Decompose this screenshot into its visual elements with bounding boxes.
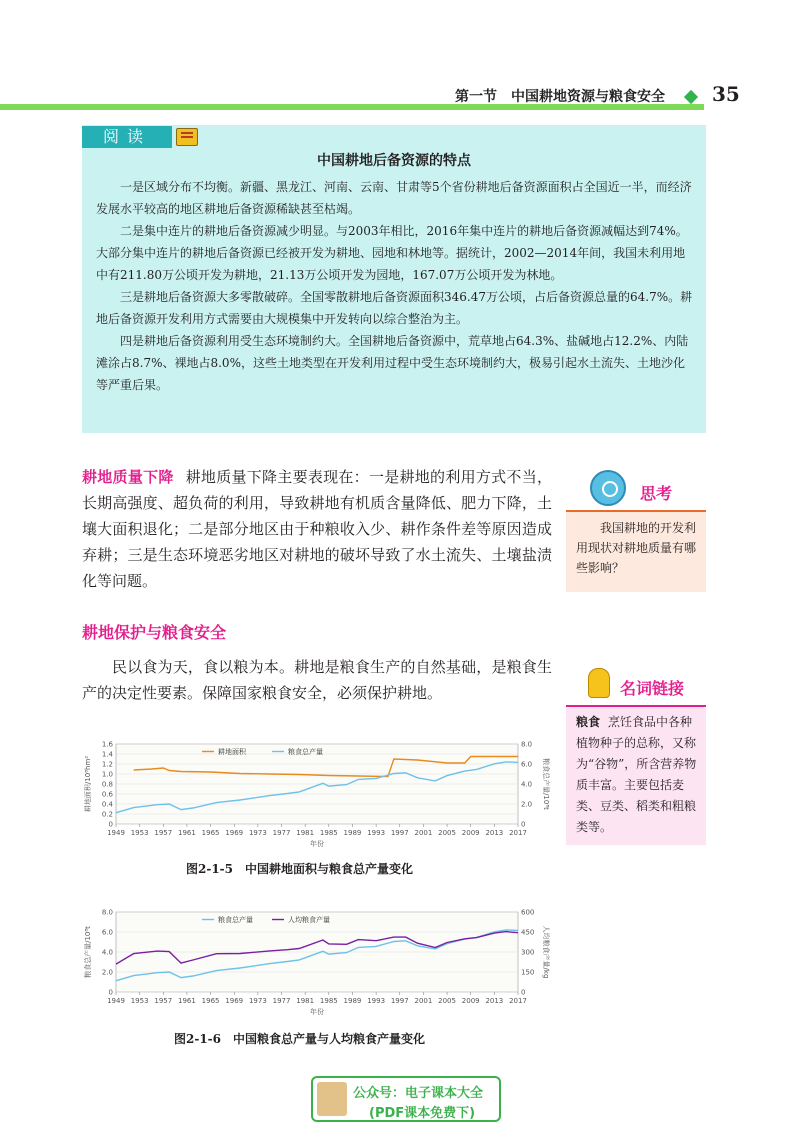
legend-label: 人均粮食产量 — [288, 916, 330, 924]
quality-text: 耕地质量下降主要表现在：一是耕地的利用方式不当，长期高强度、超负荷的利用，导致耕地有机质含量降低、肥力下降，土壤大面积退化；二是部分地区由于种粮收入少、耕作条件差等原因造成弃耕；三是生态环境恶劣地区对耕地的破坏导致了水土流失、土壤盐渍化等问题。 — [82, 468, 552, 590]
x-tick-label: 1993 — [367, 829, 386, 837]
y-tick-label-right: 150 — [521, 968, 535, 977]
noun-link-text — [576, 712, 700, 838]
x-tick-label: 1977 — [272, 997, 291, 1005]
y-tick-label-right: 2.0 — [521, 800, 533, 809]
x-tick-label: 1965 — [201, 829, 220, 837]
y-tick-label-left: 2.0 — [101, 968, 113, 977]
y-tick-label-left: 0 — [108, 820, 113, 829]
y-tick-label-left: 1.4 — [101, 750, 113, 759]
think-text: 我国耕地的开发利用现状对耕地质量有哪些影响？ — [576, 521, 697, 575]
y-tick-label-left: 1.2 — [101, 760, 113, 769]
y-tick-label-left: 6.0 — [101, 928, 113, 937]
x-tick-label: 1953 — [130, 997, 149, 1005]
y-tick-label-right: 6.0 — [521, 760, 533, 769]
watermark-line2: (PDF课本免费下) — [369, 1106, 476, 1121]
y-tick-label-left: 0.6 — [101, 790, 113, 799]
x-tick-label: 2009 — [461, 997, 480, 1005]
y-tick-label-left: 8.0 — [101, 908, 113, 917]
header-section-title: 第一节 中国耕地资源与粮食安全 — [455, 89, 665, 105]
x-tick-label: 1973 — [248, 997, 267, 1005]
x-tick-label: 1949 — [107, 997, 125, 1005]
y-tick-label-left: 1.6 — [101, 740, 113, 749]
y-tick-label-right: 0 — [521, 988, 526, 997]
y-tick-label-left: 0.8 — [101, 780, 113, 789]
x-tick-label: 1997 — [390, 829, 409, 837]
pointing-hand-icon — [588, 668, 610, 698]
reading-body — [96, 176, 696, 396]
x-tick-label: 1957 — [154, 829, 173, 837]
protection-paragraph: 民以食为天，食以粮为本。耕地是粮食生产的自然基础，是粮食生产的决定性要素。保障国家粮食安全，必须保护耕地。 — [82, 658, 552, 702]
y-tick-label-left: 0.2 — [101, 810, 113, 819]
x-tick-label: 2005 — [438, 829, 456, 837]
chart-grain-percapita — [82, 898, 552, 1018]
noun-term: 粮食 — [576, 715, 601, 729]
textbook-logo-icon — [317, 1082, 347, 1116]
x-tick-label: 2009 — [461, 829, 480, 837]
x-tick-label: 1981 — [296, 829, 315, 837]
x-axis-label: 年份 — [310, 840, 324, 848]
x-tick-label: 1993 — [367, 997, 386, 1005]
reading-title: 中国耕地后备资源的特点 — [317, 153, 471, 169]
y-axis-label-right: 粮食总产量/10⁸t — [542, 758, 550, 810]
x-tick-label: 1985 — [319, 829, 338, 837]
y-axis-label-left: 粮食总产量/10⁸t — [84, 926, 92, 978]
head-gear-icon — [590, 470, 626, 506]
x-tick-label: 1953 — [130, 829, 149, 837]
reading-paragraph: 二是集中连片的耕地后备资源减少明显。与2003年相比，2016年集中连片的耕地后备资源减幅达到74%。大部分集中连片的耕地后备资源已经被开发为耕地、园地和林地等。据统计，2002—2014年间，我国未利用地中有211.80万公顷开发为耕地，21.13万公顷开发为园地，167.07万公顷开发为林地。 — [96, 224, 688, 282]
x-axis-label: 年份 — [310, 1008, 324, 1016]
reading-paragraph: 四是耕地后备资源利用受生态环境制约大。全国耕地后备资源中，荒草地占64.3%、盐碱地占12.2%、内陆滩涂占8.7%、裸地占8.0%，这些土地类型在开发利用过程中受生态环境制约大，极易引起水土流失、土地沙化等严重后果。 — [96, 334, 689, 392]
legend-label: 粮食总产量 — [218, 916, 253, 924]
x-tick-label: 1981 — [296, 997, 315, 1005]
reading-tab: 阅读 — [82, 126, 172, 148]
legend-label: 粮食总产量 — [288, 748, 323, 756]
reading-paragraph: 一是区域分布不均衡。新疆、黑龙江、河南、云南、甘肃等5个省份耕地后备资源面积占全国近一半，而经济发展水平较高的地区耕地后备资源稀缺甚至枯竭。 — [96, 180, 692, 216]
y-tick-label-right: 4.0 — [521, 780, 533, 789]
book-icon — [176, 128, 198, 146]
x-tick-label: 1949 — [107, 829, 125, 837]
x-tick-label: 1969 — [225, 829, 244, 837]
x-tick-label: 1997 — [390, 997, 409, 1005]
y-tick-label-right: 0 — [521, 820, 526, 829]
x-tick-label: 2013 — [485, 997, 504, 1005]
quality-heading: 耕地质量下降 — [82, 468, 174, 486]
x-tick-label: 2001 — [414, 829, 433, 837]
y-tick-label-left: 0.4 — [101, 800, 113, 809]
y-tick-label-right: 300 — [521, 948, 535, 957]
y-axis-label-left: 耕地面积/10⁸hm² — [84, 755, 92, 813]
reading-paragraph: 三是耕地后备资源大多零散破碎。全国零散耕地后备资源面积346.47万公顷，占后备资源总量的64.7%。耕地后备资源开发利用方式需要由大规模集中开发转向以综合整治为主。 — [96, 290, 693, 326]
diamond-icon — [684, 90, 698, 104]
x-tick-label: 1977 — [272, 829, 291, 837]
x-tick-label: 1989 — [343, 829, 362, 837]
page-number: 35 — [712, 82, 740, 106]
x-tick-label: 1965 — [201, 997, 220, 1005]
x-tick-label: 1989 — [343, 997, 362, 1005]
chart-caption: 图2-1-5 中国耕地面积与粮食总产量变化 — [186, 862, 414, 876]
section-heading: 耕地保护与粮食安全 — [82, 623, 227, 642]
x-tick-label: 2005 — [438, 997, 456, 1005]
chart-farmland-grain — [82, 730, 552, 850]
watermark-badge — [311, 1076, 501, 1122]
x-tick-label: 2017 — [509, 829, 527, 837]
y-axis-label-right: 人均粮食产量/kg — [542, 925, 550, 979]
x-tick-label: 1969 — [225, 997, 244, 1005]
legend-label: 耕地面积 — [218, 748, 246, 756]
y-tick-label-left: 4.0 — [101, 948, 113, 957]
noun-link-title: 名词链接 — [620, 679, 685, 698]
think-title: 思考 — [640, 484, 673, 503]
y-tick-label-left: 0 — [108, 988, 113, 997]
chart-caption: 图2-1-6 中国粮食总产量与人均粮食产量变化 — [174, 1032, 426, 1046]
watermark-line1: 公众号：电子课本大全 — [353, 1086, 484, 1101]
x-tick-label: 2013 — [485, 829, 504, 837]
noun-definition: 烹饪食品中各种植物种子的总称，又称为“谷物”，所含营养物质丰富。主要包括麦类、豆类、稻类和粗粮类等。 — [576, 715, 697, 834]
y-tick-label-right: 8.0 — [521, 740, 533, 749]
x-tick-label: 1985 — [319, 997, 338, 1005]
y-tick-label-right: 450 — [521, 928, 535, 937]
x-tick-label: 1957 — [154, 997, 173, 1005]
x-tick-label: 1961 — [178, 829, 196, 837]
y-tick-label-right: 600 — [521, 908, 535, 917]
y-tick-label-left: 1.0 — [101, 770, 113, 779]
x-tick-label: 2001 — [414, 997, 433, 1005]
quality-paragraph — [82, 464, 552, 594]
x-tick-label: 1961 — [178, 997, 196, 1005]
x-tick-label: 1973 — [248, 829, 267, 837]
x-tick-label: 2017 — [509, 997, 527, 1005]
